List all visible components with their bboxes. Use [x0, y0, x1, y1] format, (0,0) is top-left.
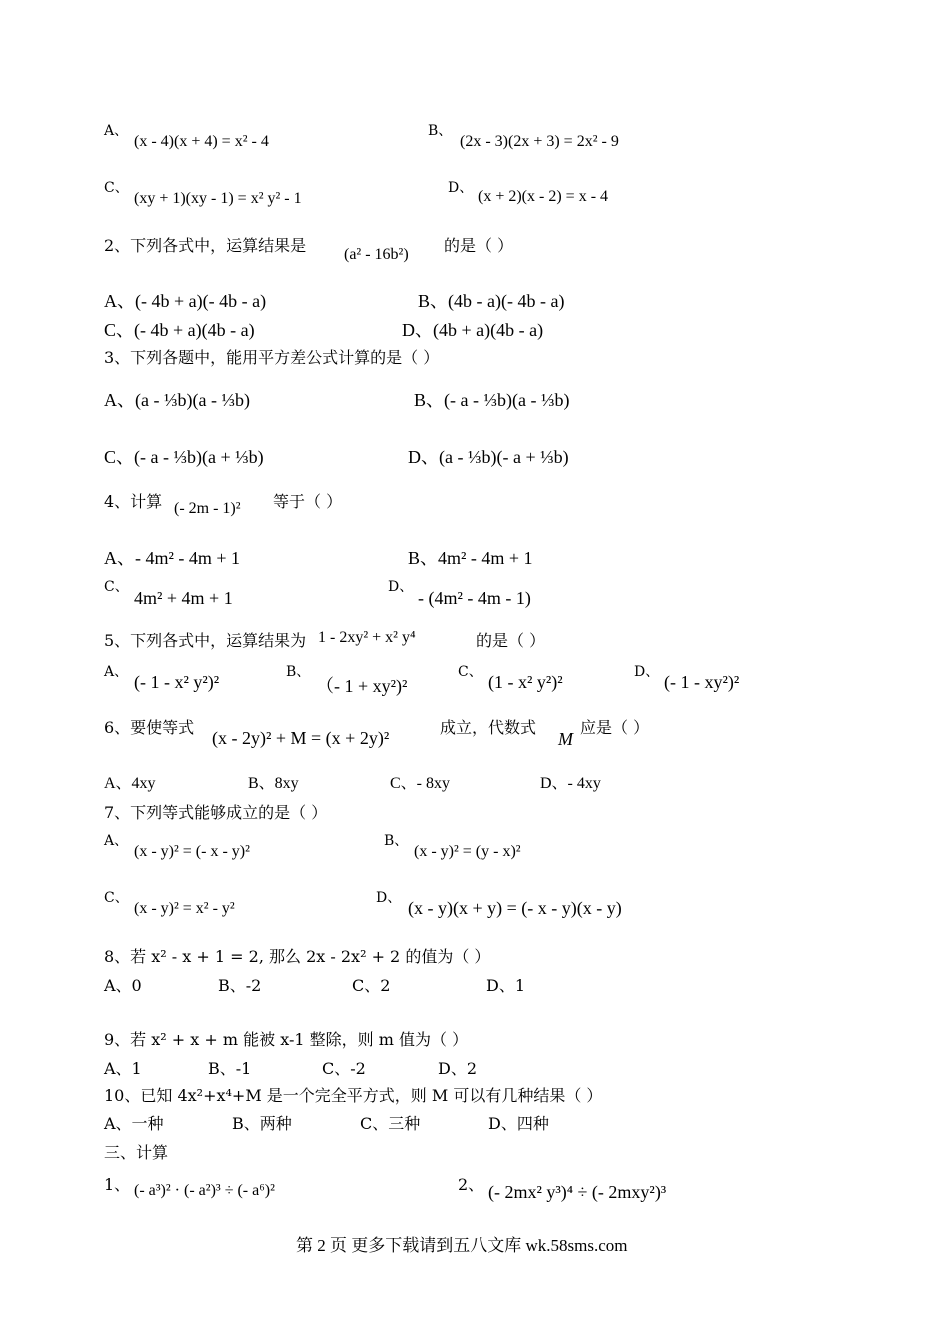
section3-p1-label: 1、 [104, 1175, 131, 1194]
section3-p1-expr: (- a³)² · (- a²)³ ÷ (- a⁶)² [134, 1182, 275, 1199]
q5-option-a-label: A、 [104, 664, 129, 680]
q7-option-a-expr: (x - y)² = (- x - y)² [134, 843, 250, 860]
q5-option-d-label: D、 [634, 664, 660, 680]
q8-stem: 8、若 x² - x + 1 = 2, 那么 2x - 2x² + 2 的值为（ ） [104, 947, 491, 966]
q4-stem: 4、计算 [104, 492, 163, 511]
q6-option-d: D、- 4xy [540, 775, 601, 792]
q1-option-a-label: A、 [104, 123, 129, 139]
q1-option-c-expr: (xy + 1)(xy - 1) = x² y² - 1 [134, 190, 302, 207]
q9-option-a: A、1 [104, 1059, 142, 1078]
q10-stem: 10、已知 4x²+x⁴+M 是一个完全平方式，则 M 可以有几种结果（ ） [104, 1086, 603, 1105]
q7-option-d-expr: (x - y)(x + y) = (- x - y)(x - y) [408, 898, 622, 918]
q8-option-c: C、2 [352, 976, 391, 995]
q10-option-a: A、一种 [104, 1114, 164, 1133]
q2-stem-tail: 的是（ ） [444, 236, 514, 255]
section3-p2-expr: (- 2mx² y³)⁴ ÷ (- 2mxy²)³ [488, 1182, 667, 1202]
section3-title: 三、计算 [104, 1143, 169, 1162]
q10-option-b: B、两种 [232, 1114, 292, 1133]
q4-option-c-expr: 4m² + 4m + 1 [134, 588, 233, 608]
q4-option-d-label: D、 [388, 579, 414, 595]
q10-option-c: C、三种 [360, 1114, 421, 1133]
q5-stem: 5、下列各式中，运算结果为 [104, 631, 307, 650]
q7-option-c-label: C、 [104, 890, 129, 906]
q1-option-b-label: B、 [428, 123, 453, 139]
q3-stem: 3、下列各题中，能用平方差公式计算的是（ ） [104, 348, 440, 367]
q5-stem-expr: 1 - 2xy² + x² y⁴ [318, 629, 416, 646]
q2-option-c: C、(- 4b + a)(4b - a) [104, 320, 255, 340]
q4-stem-expr: (- 2m - 1)² [174, 500, 241, 517]
q8-option-b: B、-2 [218, 976, 262, 995]
q7-option-c-expr: (x - y)² = x² - y² [134, 900, 235, 917]
q6-option-a: A、4xy [104, 775, 156, 792]
q8-option-a: A、0 [104, 976, 142, 995]
q1-option-c-label: C、 [104, 180, 129, 196]
q7-stem: 7、下列等式能够成立的是（ ） [104, 803, 328, 822]
q3-option-d: D、(a - ⅓b)(- a + ⅓b) [408, 447, 569, 467]
q5-option-c-label: C、 [458, 664, 483, 680]
q4-option-c-label: C、 [104, 579, 129, 595]
q9-option-b: B、-1 [208, 1059, 252, 1078]
q3-option-a: A、(a - ⅓b)(a - ⅓b) [104, 390, 250, 410]
q7-option-a-label: A、 [104, 833, 129, 849]
q5-option-a-expr: (- 1 - x² y²)² [134, 672, 220, 692]
q2-stem: 2、下列各式中，运算结果是 [104, 236, 307, 255]
q5-option-b-label: B、 [286, 664, 311, 680]
q1-option-a-expr: (x - 4)(x + 4) = x² - 4 [134, 133, 269, 150]
q10-option-d: D、四种 [488, 1114, 549, 1133]
q6-stem-mid: 成立，代数式 [440, 718, 537, 737]
q4-option-b: B、4m² - 4m + 1 [408, 548, 533, 568]
q6-option-c: C、- 8xy [390, 775, 451, 792]
q9-option-c: C、-2 [322, 1059, 366, 1078]
q4-option-a: A、- 4m² - 4m + 1 [104, 548, 241, 568]
q9-option-d: D、2 [438, 1059, 478, 1078]
q1-option-d-label: D、 [448, 180, 474, 196]
q7-option-b-label: B、 [384, 833, 409, 849]
q3-option-b: B、(- a - ⅓b)(a - ⅓b) [414, 390, 570, 410]
section3-p2-label: 2、 [458, 1175, 485, 1194]
q2-option-a: A、(- 4b + a)(- 4b - a) [104, 291, 267, 311]
q5-stem-tail: 的是（ ） [476, 631, 546, 650]
q5-option-c-expr: (1 - x² y²)² [488, 672, 563, 692]
q2-option-d: D、(4b + a)(4b - a) [402, 320, 544, 340]
q7-option-d-label: D、 [376, 890, 402, 906]
q5-option-b-expr: （- 1 + xy²)² [316, 676, 408, 696]
q1-option-b-expr: (2x - 3)(2x + 3) = 2x² - 9 [460, 133, 619, 150]
q7-option-b-expr: (x - y)² = (y - x)² [414, 843, 521, 860]
q4-stem-tail: 等于（ ） [273, 492, 343, 511]
q6-stem: 6、要使等式 [104, 718, 195, 737]
q6-option-b: B、8xy [248, 775, 299, 792]
q3-option-c: C、(- a - ⅓b)(a + ⅓b) [104, 447, 264, 467]
q6-stem-tail: 应是（ ） [580, 718, 650, 737]
q2-stem-expr: (a² - 16b²) [344, 246, 409, 263]
q5-option-d-expr: (- 1 - xy²)² [664, 672, 740, 692]
q1-option-d-expr: (x + 2)(x - 2) = x - 4 [478, 188, 609, 205]
q9-stem: 9、若 x² + x + m 能被 x-1 整除，则 m 值为（ ） [104, 1030, 469, 1049]
q4-option-d-expr: - (4m² - 4m - 1) [418, 588, 531, 608]
q2-option-b: B、(4b - a)(- 4b - a) [418, 291, 565, 311]
q8-option-d: D、1 [486, 976, 526, 995]
q6-stem-m: M [558, 729, 573, 749]
q6-stem-expr: (x - 2y)² + M = (x + 2y)² [212, 728, 390, 748]
page-footer: 第 2 页 更多下载请到五八文库 wk.58sms.com [296, 1236, 628, 1255]
